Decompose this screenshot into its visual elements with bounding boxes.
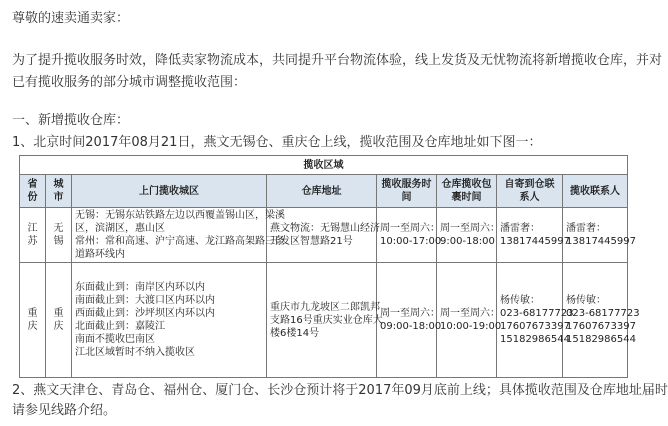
warehouse-time-line: 9:00-18:00 xyxy=(440,236,495,247)
item-2-line-1: 2、燕文天津仓、青岛仓、福州仓、厦门仓、长沙仓预计将于2017年09月底前上线；具体揽收范围及仓库地址届时 xyxy=(12,383,668,398)
greeting: 尊敬的速卖通卖家： xyxy=(12,11,130,26)
pickup-area-table xyxy=(19,155,640,378)
header-city: 城市 xyxy=(46,175,72,208)
contact-line: 15182986544 xyxy=(566,334,636,345)
contact-line: 潘雷奢： xyxy=(566,223,606,234)
table-row xyxy=(20,263,628,378)
district-line: 道路环线内 xyxy=(75,249,125,260)
cell-warehouse-time xyxy=(437,208,500,263)
address-line: 燕文物流：无锡慧山经济 xyxy=(270,223,380,234)
address-line: 重庆市九龙坡区二郎凯邦 xyxy=(270,301,380,313)
cell-service-time xyxy=(377,263,442,378)
cell-districts xyxy=(72,208,285,263)
contact-line: 17607673397 xyxy=(500,321,570,332)
contact-line: 13817445997 xyxy=(566,236,636,247)
intro-line-1: 为了提升揽收服务时效，降低卖家物流成本，共同提升平台物流体验，线上发货及无忧物流将新增揽收仓库，并对 xyxy=(12,53,663,68)
contact-line: 023-68177723 xyxy=(566,308,640,319)
table-row xyxy=(20,208,628,263)
cell-province: 重庆 xyxy=(20,263,46,378)
cell-city: 重庆 xyxy=(46,263,72,378)
cell-districts xyxy=(72,263,267,378)
warehouse-time-line: 周一至周六： xyxy=(440,223,500,234)
address-line: 支路16号重庆实业仓库大 xyxy=(270,314,383,326)
contact-line: 15182986544 xyxy=(500,334,570,345)
address-line: 楼6楼14号 xyxy=(270,327,320,339)
cell-self-contact xyxy=(497,208,570,263)
header-address: 仓库地址 xyxy=(267,175,377,208)
contact-line: 潘雷奢： xyxy=(500,223,540,234)
header-service-time: 揽收服务时间 xyxy=(377,175,437,208)
contact-line: 杨传敏： xyxy=(566,295,606,306)
contact-line: 023-68177723 xyxy=(500,308,574,319)
cell-province: 江苏 xyxy=(20,208,46,263)
service-time-line: 10:00-17:00 xyxy=(380,236,442,247)
district-line: 东面截止到：南岸区内环以内 xyxy=(75,282,205,293)
service-time-line: 周一至周六： xyxy=(380,308,440,319)
district-line: 南面截止到：大渡口区内环以内 xyxy=(75,295,215,306)
district-line: 南面不揽收巴南区 xyxy=(75,334,155,345)
cell-warehouse-time xyxy=(437,263,502,378)
warehouse-time-line: 周一至周六： xyxy=(440,308,500,319)
header-warehouse-time: 仓库揽收包裹时间 xyxy=(437,175,497,208)
cell-self-contact xyxy=(497,263,574,378)
table-header-row xyxy=(20,175,628,208)
district-line: 区，滨湖区，惠山区 xyxy=(75,223,165,234)
address-line: 开发区智慧路21号 xyxy=(270,236,353,247)
table-title: 揽收区域 xyxy=(20,156,628,175)
contact-line: 13817445997 xyxy=(500,236,570,247)
contact-line: 17607673397 xyxy=(566,321,636,332)
warehouse-time-line: 10:00-19:00 xyxy=(440,321,502,332)
cell-pickup-contact xyxy=(563,263,640,378)
district-line: 常州：常和高速、沪宁高速、龙江路高架路三条 xyxy=(75,236,285,247)
item-1-text: 1、北京时间2017年08月21日，燕文无锡仓、重庆仓上线，揽收范围及仓库地址如下图一： xyxy=(12,135,542,150)
district-line: 西面截止到：沙坪坝区内环以内 xyxy=(75,308,215,319)
header-self-contact: 自寄到仓联系人 xyxy=(497,175,563,208)
district-line: 江北区域暂时不纳入揽收区 xyxy=(75,347,195,358)
cell-pickup-contact xyxy=(563,208,636,263)
cell-city: 无锡 xyxy=(46,208,72,263)
service-time-line: 09:00-18:00 xyxy=(380,321,442,332)
header-districts: 上门揽收城区 xyxy=(72,175,267,208)
header-pickup-contact: 揽收联系人 xyxy=(563,175,628,208)
cell-address xyxy=(267,263,383,378)
district-line: 北面截止到：嘉陵江 xyxy=(75,321,165,332)
intro-line-2: 已有揽收服务的部分城市调整揽收范围： xyxy=(12,75,247,90)
item-2-line-2: 请参见线路介绍。 xyxy=(12,403,117,418)
contact-line: 杨传敏： xyxy=(500,295,540,306)
service-time-line: 周一至周六： xyxy=(380,223,440,234)
header-province: 省份 xyxy=(20,175,46,208)
cell-service-time xyxy=(377,208,442,263)
pickup-area-table-wrapper xyxy=(19,155,640,378)
district-line: 无锡：无锡东站铁路左边以西覆盖锡山区，梁溪 xyxy=(75,210,285,221)
section-heading: 一、新增揽收仓库： xyxy=(12,113,130,128)
